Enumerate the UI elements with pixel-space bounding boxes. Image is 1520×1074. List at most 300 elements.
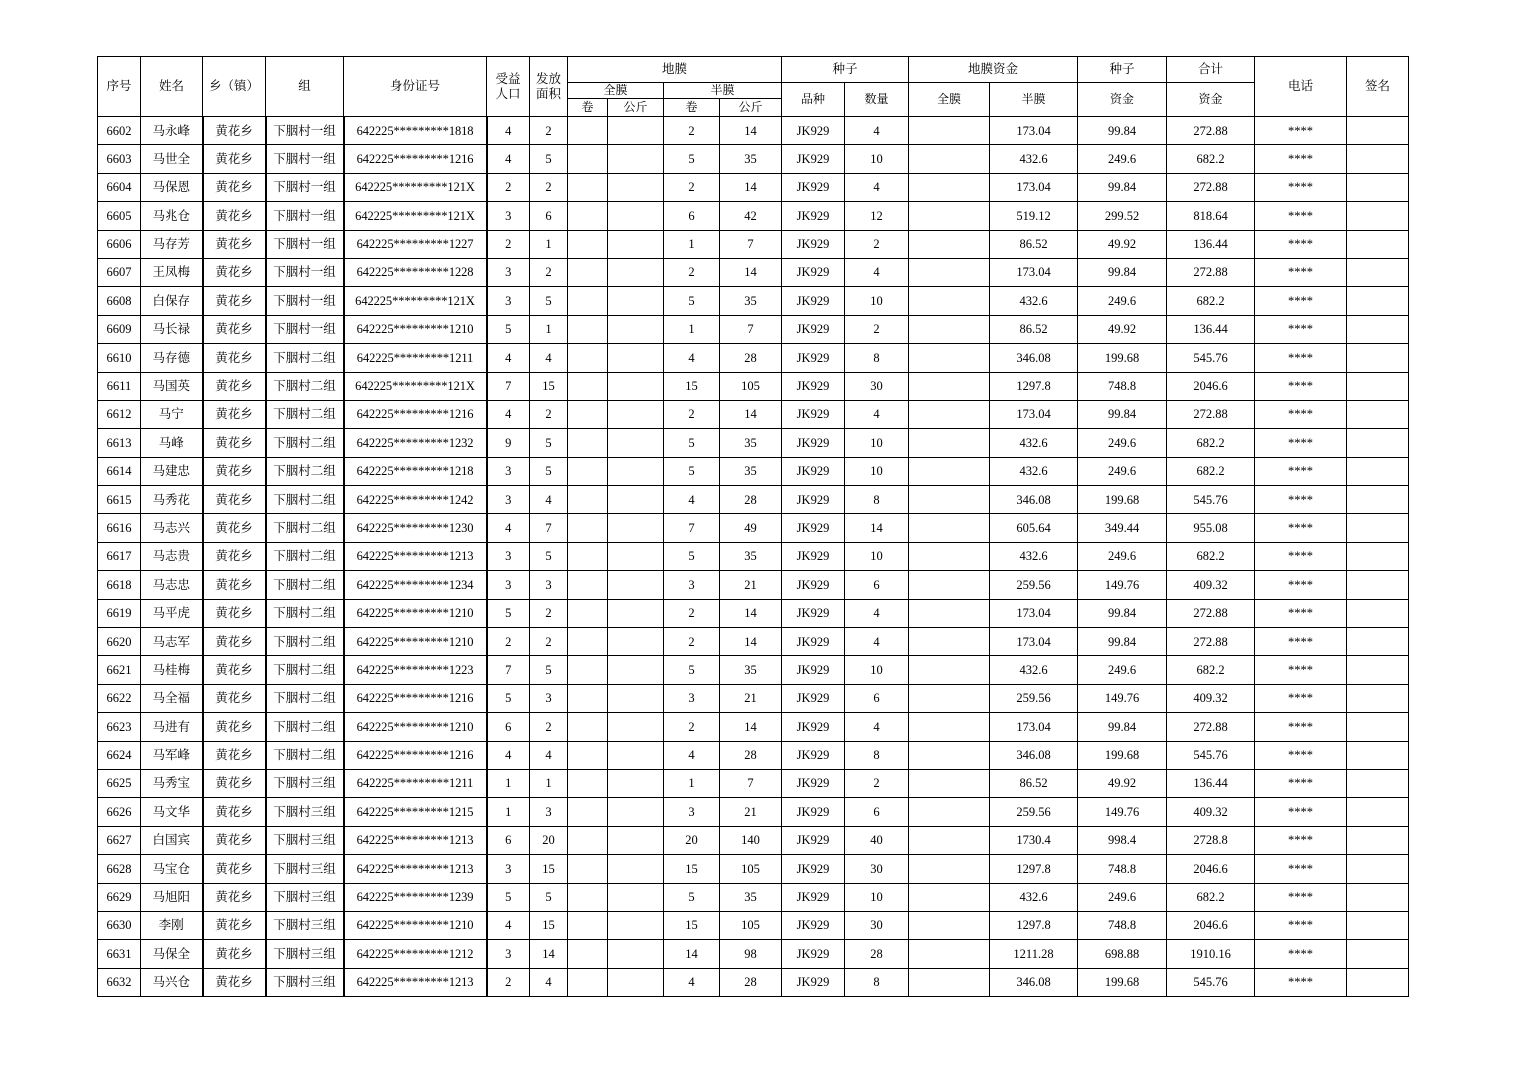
- cell-area: 4: [530, 344, 568, 372]
- table-row: [98, 457, 1409, 485]
- cell-quantity: 8: [845, 486, 909, 514]
- cell-half-roll: 5: [664, 457, 720, 485]
- cell-full-kg: [608, 911, 664, 939]
- cell-half-film-funds: 432.6: [990, 145, 1078, 173]
- cell-phone: ****: [1255, 429, 1347, 457]
- cell-full-kg: [608, 798, 664, 826]
- table-row: [98, 202, 1409, 230]
- cell-id-card: 642225*********1213: [344, 968, 487, 996]
- cell-full-film-funds: [909, 940, 990, 968]
- cell-group: 下胭村三组: [266, 968, 344, 996]
- cell-township: 黄花乡: [203, 542, 266, 570]
- cell-signature: [1347, 911, 1409, 939]
- cell-half-roll: 5: [664, 542, 720, 570]
- cell-half-kg: 35: [720, 883, 782, 911]
- cell-variety: JK929: [782, 798, 845, 826]
- cell-seq: 6612: [98, 400, 141, 428]
- cell-full-film-funds: [909, 514, 990, 542]
- cell-half-roll: 2: [664, 713, 720, 741]
- cell-variety: JK929: [782, 486, 845, 514]
- cell-half-kg: 105: [720, 372, 782, 400]
- cell-phone: ****: [1255, 542, 1347, 570]
- cell-group: 下胭村二组: [266, 684, 344, 712]
- cell-beneficiaries: 3: [487, 287, 530, 315]
- cell-beneficiaries: 3: [487, 457, 530, 485]
- cell-seed-funds: 748.8: [1078, 372, 1167, 400]
- cell-half-kg: 14: [720, 173, 782, 201]
- cell-full-kg: [608, 883, 664, 911]
- cell-full-kg: [608, 656, 664, 684]
- cell-half-film-funds: 173.04: [990, 117, 1078, 145]
- cell-quantity: 6: [845, 684, 909, 712]
- cell-group: 下胭村三组: [266, 883, 344, 911]
- cell-quantity: 8: [845, 968, 909, 996]
- cell-full-kg: [608, 940, 664, 968]
- cell-group: 下胭村一组: [266, 117, 344, 145]
- cell-seed-funds: 199.68: [1078, 741, 1167, 769]
- cell-township: 黄花乡: [203, 173, 266, 201]
- cell-phone: ****: [1255, 202, 1347, 230]
- cell-full-film-funds: [909, 202, 990, 230]
- cell-name: 马志贵: [141, 542, 203, 570]
- cell-township: 黄花乡: [203, 514, 266, 542]
- cell-area: 2: [530, 599, 568, 627]
- cell-seed-funds: 249.6: [1078, 656, 1167, 684]
- cell-area: 4: [530, 741, 568, 769]
- cell-beneficiaries: 3: [487, 571, 530, 599]
- header-half-film: 半膜: [664, 83, 782, 99]
- cell-half-roll: 3: [664, 571, 720, 599]
- cell-full-roll: [568, 656, 608, 684]
- cell-full-film-funds: [909, 571, 990, 599]
- cell-name: 李刚: [141, 911, 203, 939]
- cell-full-kg: [608, 372, 664, 400]
- header-name: 姓名: [141, 57, 203, 117]
- cell-total-funds: 682.2: [1167, 542, 1255, 570]
- cell-total-funds: 682.2: [1167, 883, 1255, 911]
- cell-area: 2: [530, 117, 568, 145]
- cell-beneficiaries: 2: [487, 230, 530, 258]
- cell-id-card: 642225*********1213: [344, 826, 487, 854]
- cell-half-roll: 4: [664, 968, 720, 996]
- cell-seed-funds: 99.84: [1078, 400, 1167, 428]
- cell-seed-funds: 249.6: [1078, 429, 1167, 457]
- cell-name: 马军峰: [141, 741, 203, 769]
- cell-seq: 6606: [98, 230, 141, 258]
- cell-full-kg: [608, 258, 664, 286]
- cell-seed-funds: 698.88: [1078, 940, 1167, 968]
- cell-signature: [1347, 542, 1409, 570]
- cell-full-film-funds: [909, 883, 990, 911]
- cell-area: 14: [530, 940, 568, 968]
- cell-group: 下胭村二组: [266, 713, 344, 741]
- cell-full-film-funds: [909, 628, 990, 656]
- cell-full-roll: [568, 457, 608, 485]
- cell-beneficiaries: 6: [487, 713, 530, 741]
- cell-full-film-funds: [909, 400, 990, 428]
- cell-seq: 6619: [98, 599, 141, 627]
- cell-half-kg: 35: [720, 457, 782, 485]
- cell-full-film-funds: [909, 855, 990, 883]
- cell-full-film-funds: [909, 117, 990, 145]
- cell-area: 3: [530, 684, 568, 712]
- cell-full-kg: [608, 769, 664, 797]
- cell-phone: ****: [1255, 741, 1347, 769]
- cell-half-roll: 3: [664, 798, 720, 826]
- cell-half-kg: 14: [720, 713, 782, 741]
- cell-id-card: 642225*********1210: [344, 599, 487, 627]
- cell-seed-funds: 199.68: [1078, 344, 1167, 372]
- cell-quantity: 10: [845, 883, 909, 911]
- cell-seed-funds: 349.44: [1078, 514, 1167, 542]
- cell-area: 5: [530, 429, 568, 457]
- cell-half-roll: 15: [664, 372, 720, 400]
- cell-id-card: 642225*********1213: [344, 542, 487, 570]
- cell-full-roll: [568, 429, 608, 457]
- cell-beneficiaries: 1: [487, 769, 530, 797]
- cell-seq: 6624: [98, 741, 141, 769]
- table-row: [98, 940, 1409, 968]
- cell-full-roll: [568, 315, 608, 343]
- cell-seed-funds: 149.76: [1078, 684, 1167, 712]
- cell-area: 5: [530, 287, 568, 315]
- cell-group: 下胭村二组: [266, 457, 344, 485]
- cell-township: 黄花乡: [203, 400, 266, 428]
- cell-half-film-funds: 259.56: [990, 798, 1078, 826]
- cell-seq: 6605: [98, 202, 141, 230]
- cell-variety: JK929: [782, 741, 845, 769]
- cell-full-roll: [568, 344, 608, 372]
- cell-name: 马建忠: [141, 457, 203, 485]
- cell-half-kg: 28: [720, 344, 782, 372]
- cell-full-kg: [608, 571, 664, 599]
- cell-seq: 6618: [98, 571, 141, 599]
- cell-variety: JK929: [782, 656, 845, 684]
- cell-name: 马文华: [141, 798, 203, 826]
- cell-township: 黄花乡: [203, 457, 266, 485]
- cell-quantity: 14: [845, 514, 909, 542]
- cell-full-roll: [568, 542, 608, 570]
- header-beneficiaries: [487, 57, 530, 117]
- cell-signature: [1347, 940, 1409, 968]
- table-row: [98, 628, 1409, 656]
- cell-id-card: 642225*********1218: [344, 457, 487, 485]
- cell-signature: [1347, 145, 1409, 173]
- cell-full-roll: [568, 117, 608, 145]
- cell-signature: [1347, 258, 1409, 286]
- cell-half-film-funds: 86.52: [990, 769, 1078, 797]
- cell-full-kg: [608, 968, 664, 996]
- cell-half-kg: 105: [720, 855, 782, 883]
- cell-township: 黄花乡: [203, 798, 266, 826]
- cell-area: 2: [530, 258, 568, 286]
- cell-beneficiaries: 4: [487, 514, 530, 542]
- cell-half-kg: 7: [720, 230, 782, 258]
- cell-quantity: 40: [845, 826, 909, 854]
- cell-area: 5: [530, 883, 568, 911]
- cell-half-film-funds: 259.56: [990, 684, 1078, 712]
- table-row: [98, 145, 1409, 173]
- cell-total-funds: 682.2: [1167, 429, 1255, 457]
- cell-full-kg: [608, 287, 664, 315]
- cell-area: 15: [530, 372, 568, 400]
- table-row: [98, 173, 1409, 201]
- cell-variety: JK929: [782, 628, 845, 656]
- cell-township: 黄花乡: [203, 145, 266, 173]
- header-seed: 种子: [782, 57, 909, 83]
- cell-half-kg: 35: [720, 287, 782, 315]
- cell-signature: [1347, 713, 1409, 741]
- cell-beneficiaries: 7: [487, 656, 530, 684]
- cell-total-funds: 545.76: [1167, 486, 1255, 514]
- cell-seq: 6621: [98, 656, 141, 684]
- cell-seed-funds: 99.84: [1078, 713, 1167, 741]
- cell-group: 下胭村二组: [266, 486, 344, 514]
- cell-township: 黄花乡: [203, 684, 266, 712]
- header-total-top: 合计: [1167, 57, 1255, 83]
- cell-signature: [1347, 400, 1409, 428]
- cell-phone: ****: [1255, 400, 1347, 428]
- cell-seq: 6629: [98, 883, 141, 911]
- cell-half-kg: 140: [720, 826, 782, 854]
- cell-seq: 6610: [98, 344, 141, 372]
- cell-full-roll: [568, 372, 608, 400]
- cell-half-roll: 5: [664, 429, 720, 457]
- cell-half-film-funds: 1297.8: [990, 855, 1078, 883]
- cell-signature: [1347, 202, 1409, 230]
- cell-beneficiaries: 3: [487, 542, 530, 570]
- cell-area: 2: [530, 713, 568, 741]
- cell-township: 黄花乡: [203, 202, 266, 230]
- table-row: [98, 258, 1409, 286]
- cell-signature: [1347, 117, 1409, 145]
- table-row: [98, 571, 1409, 599]
- cell-half-roll: 6: [664, 202, 720, 230]
- cell-variety: JK929: [782, 372, 845, 400]
- cell-area: 1: [530, 315, 568, 343]
- cell-township: 黄花乡: [203, 911, 266, 939]
- cell-full-film-funds: [909, 826, 990, 854]
- header-quantity: 数量: [845, 83, 909, 117]
- cell-beneficiaries: 4: [487, 911, 530, 939]
- cell-seed-funds: 199.68: [1078, 968, 1167, 996]
- cell-half-roll: 1: [664, 315, 720, 343]
- cell-seq: 6607: [98, 258, 141, 286]
- cell-half-film-funds: 432.6: [990, 542, 1078, 570]
- cell-full-roll: [568, 968, 608, 996]
- cell-area: 1: [530, 230, 568, 258]
- cell-total-funds: 272.88: [1167, 400, 1255, 428]
- cell-phone: ****: [1255, 940, 1347, 968]
- cell-full-film-funds: [909, 429, 990, 457]
- cell-full-kg: [608, 344, 664, 372]
- header-area-line1: 发放: [535, 71, 561, 87]
- table-row: [98, 372, 1409, 400]
- cell-full-film-funds: [909, 542, 990, 570]
- cell-township: 黄花乡: [203, 769, 266, 797]
- cell-name: 马志军: [141, 628, 203, 656]
- cell-half-kg: 7: [720, 315, 782, 343]
- cell-name: 王凤梅: [141, 258, 203, 286]
- cell-seed-funds: 249.6: [1078, 883, 1167, 911]
- cell-half-roll: 1: [664, 769, 720, 797]
- table-row: [98, 656, 1409, 684]
- table-row: [98, 911, 1409, 939]
- cell-phone: ****: [1255, 571, 1347, 599]
- cell-half-roll: 2: [664, 599, 720, 627]
- cell-area: 7: [530, 514, 568, 542]
- cell-id-card: 642225*********121X: [344, 372, 487, 400]
- cell-seq: 6613: [98, 429, 141, 457]
- cell-total-funds: 272.88: [1167, 258, 1255, 286]
- cell-name: 马进有: [141, 713, 203, 741]
- cell-full-kg: [608, 400, 664, 428]
- cell-signature: [1347, 656, 1409, 684]
- cell-quantity: 10: [845, 656, 909, 684]
- cell-variety: JK929: [782, 287, 845, 315]
- cell-seq: 6632: [98, 968, 141, 996]
- cell-total-funds: 136.44: [1167, 315, 1255, 343]
- cell-id-card: 642225*********1210: [344, 628, 487, 656]
- cell-seed-funds: 199.68: [1078, 486, 1167, 514]
- cell-total-funds: 955.08: [1167, 514, 1255, 542]
- cell-name: 马志忠: [141, 571, 203, 599]
- header-area-line2: 面积: [535, 85, 561, 101]
- cell-full-kg: [608, 713, 664, 741]
- cell-variety: JK929: [782, 514, 845, 542]
- cell-full-roll: [568, 486, 608, 514]
- header-film-funds: 地膜资金: [909, 57, 1078, 83]
- cell-phone: ****: [1255, 628, 1347, 656]
- cell-seq: 6630: [98, 911, 141, 939]
- cell-half-roll: 3: [664, 684, 720, 712]
- cell-area: 5: [530, 542, 568, 570]
- cell-half-roll: 4: [664, 486, 720, 514]
- table-row: [98, 968, 1409, 996]
- cell-township: 黄花乡: [203, 741, 266, 769]
- cell-half-kg: 14: [720, 117, 782, 145]
- cell-full-roll: [568, 628, 608, 656]
- cell-variety: JK929: [782, 429, 845, 457]
- cell-beneficiaries: 4: [487, 400, 530, 428]
- cell-total-funds: 2046.6: [1167, 911, 1255, 939]
- cell-signature: [1347, 429, 1409, 457]
- cell-seq: 6609: [98, 315, 141, 343]
- cell-group: 下胭村一组: [266, 315, 344, 343]
- cell-full-roll: [568, 883, 608, 911]
- cell-total-funds: 2046.6: [1167, 372, 1255, 400]
- cell-total-funds: 272.88: [1167, 628, 1255, 656]
- cell-beneficiaries: 7: [487, 372, 530, 400]
- cell-total-funds: 2046.6: [1167, 855, 1255, 883]
- cell-beneficiaries: 9: [487, 429, 530, 457]
- cell-full-kg: [608, 457, 664, 485]
- header-film: 地膜: [568, 57, 782, 83]
- cell-id-card: 642225*********1210: [344, 713, 487, 741]
- table-row: [98, 713, 1409, 741]
- cell-variety: JK929: [782, 684, 845, 712]
- cell-half-film-funds: 173.04: [990, 628, 1078, 656]
- table-row: [98, 400, 1409, 428]
- cell-name: 马宁: [141, 400, 203, 428]
- table-row: [98, 486, 1409, 514]
- cell-area: 2: [530, 173, 568, 201]
- cell-total-funds: 272.88: [1167, 173, 1255, 201]
- cell-seed-funds: 748.8: [1078, 911, 1167, 939]
- cell-total-funds: 272.88: [1167, 599, 1255, 627]
- cell-full-kg: [608, 145, 664, 173]
- table-row: [98, 883, 1409, 911]
- cell-half-roll: 2: [664, 173, 720, 201]
- cell-variety: JK929: [782, 173, 845, 201]
- cell-half-film-funds: 346.08: [990, 486, 1078, 514]
- cell-quantity: 2: [845, 769, 909, 797]
- cell-seed-funds: 49.92: [1078, 769, 1167, 797]
- cell-group: 下胭村二组: [266, 628, 344, 656]
- cell-township: 黄花乡: [203, 826, 266, 854]
- cell-beneficiaries: 5: [487, 315, 530, 343]
- cell-total-funds: 409.32: [1167, 571, 1255, 599]
- cell-signature: [1347, 287, 1409, 315]
- cell-full-film-funds: [909, 599, 990, 627]
- cell-name: 马旭阳: [141, 883, 203, 911]
- cell-id-card: 642225*********1232: [344, 429, 487, 457]
- cell-half-kg: 21: [720, 798, 782, 826]
- cell-half-roll: 2: [664, 400, 720, 428]
- cell-township: 黄花乡: [203, 656, 266, 684]
- cell-full-kg: [608, 628, 664, 656]
- cell-group: 下胭村二组: [266, 372, 344, 400]
- table-row: [98, 344, 1409, 372]
- header-half-kg: 公斤: [720, 99, 782, 117]
- cell-phone: ****: [1255, 769, 1347, 797]
- cell-variety: JK929: [782, 457, 845, 485]
- header-signature: 签名: [1347, 57, 1409, 117]
- cell-id-card: 642225*********1215: [344, 798, 487, 826]
- cell-group: 下胭村一组: [266, 173, 344, 201]
- cell-variety: JK929: [782, 400, 845, 428]
- cell-id-card: 642225*********1213: [344, 855, 487, 883]
- cell-seed-funds: 249.6: [1078, 542, 1167, 570]
- cell-seed-funds: 299.52: [1078, 202, 1167, 230]
- cell-group: 下胭村一组: [266, 230, 344, 258]
- cell-half-roll: 2: [664, 117, 720, 145]
- cell-seq: 6615: [98, 486, 141, 514]
- cell-half-roll: 15: [664, 855, 720, 883]
- cell-full-roll: [568, 400, 608, 428]
- cell-group: 下胭村一组: [266, 258, 344, 286]
- cell-id-card: 642225*********1239: [344, 883, 487, 911]
- cell-half-kg: 21: [720, 684, 782, 712]
- cell-area: 20: [530, 826, 568, 854]
- cell-variety: JK929: [782, 202, 845, 230]
- cell-full-kg: [608, 514, 664, 542]
- cell-total-funds: 1910.16: [1167, 940, 1255, 968]
- header-half-film-funds: 半膜: [990, 83, 1078, 117]
- header-beneficiaries-line1: 受益: [495, 71, 521, 87]
- cell-seq: 6602: [98, 117, 141, 145]
- cell-group: 下胭村二组: [266, 542, 344, 570]
- cell-phone: ****: [1255, 117, 1347, 145]
- cell-signature: [1347, 457, 1409, 485]
- cell-full-film-funds: [909, 145, 990, 173]
- cell-seed-funds: 49.92: [1078, 315, 1167, 343]
- cell-seed-funds: 99.84: [1078, 173, 1167, 201]
- cell-group: 下胭村三组: [266, 911, 344, 939]
- cell-full-roll: [568, 287, 608, 315]
- cell-name: 马桂梅: [141, 656, 203, 684]
- cell-name: 白保存: [141, 287, 203, 315]
